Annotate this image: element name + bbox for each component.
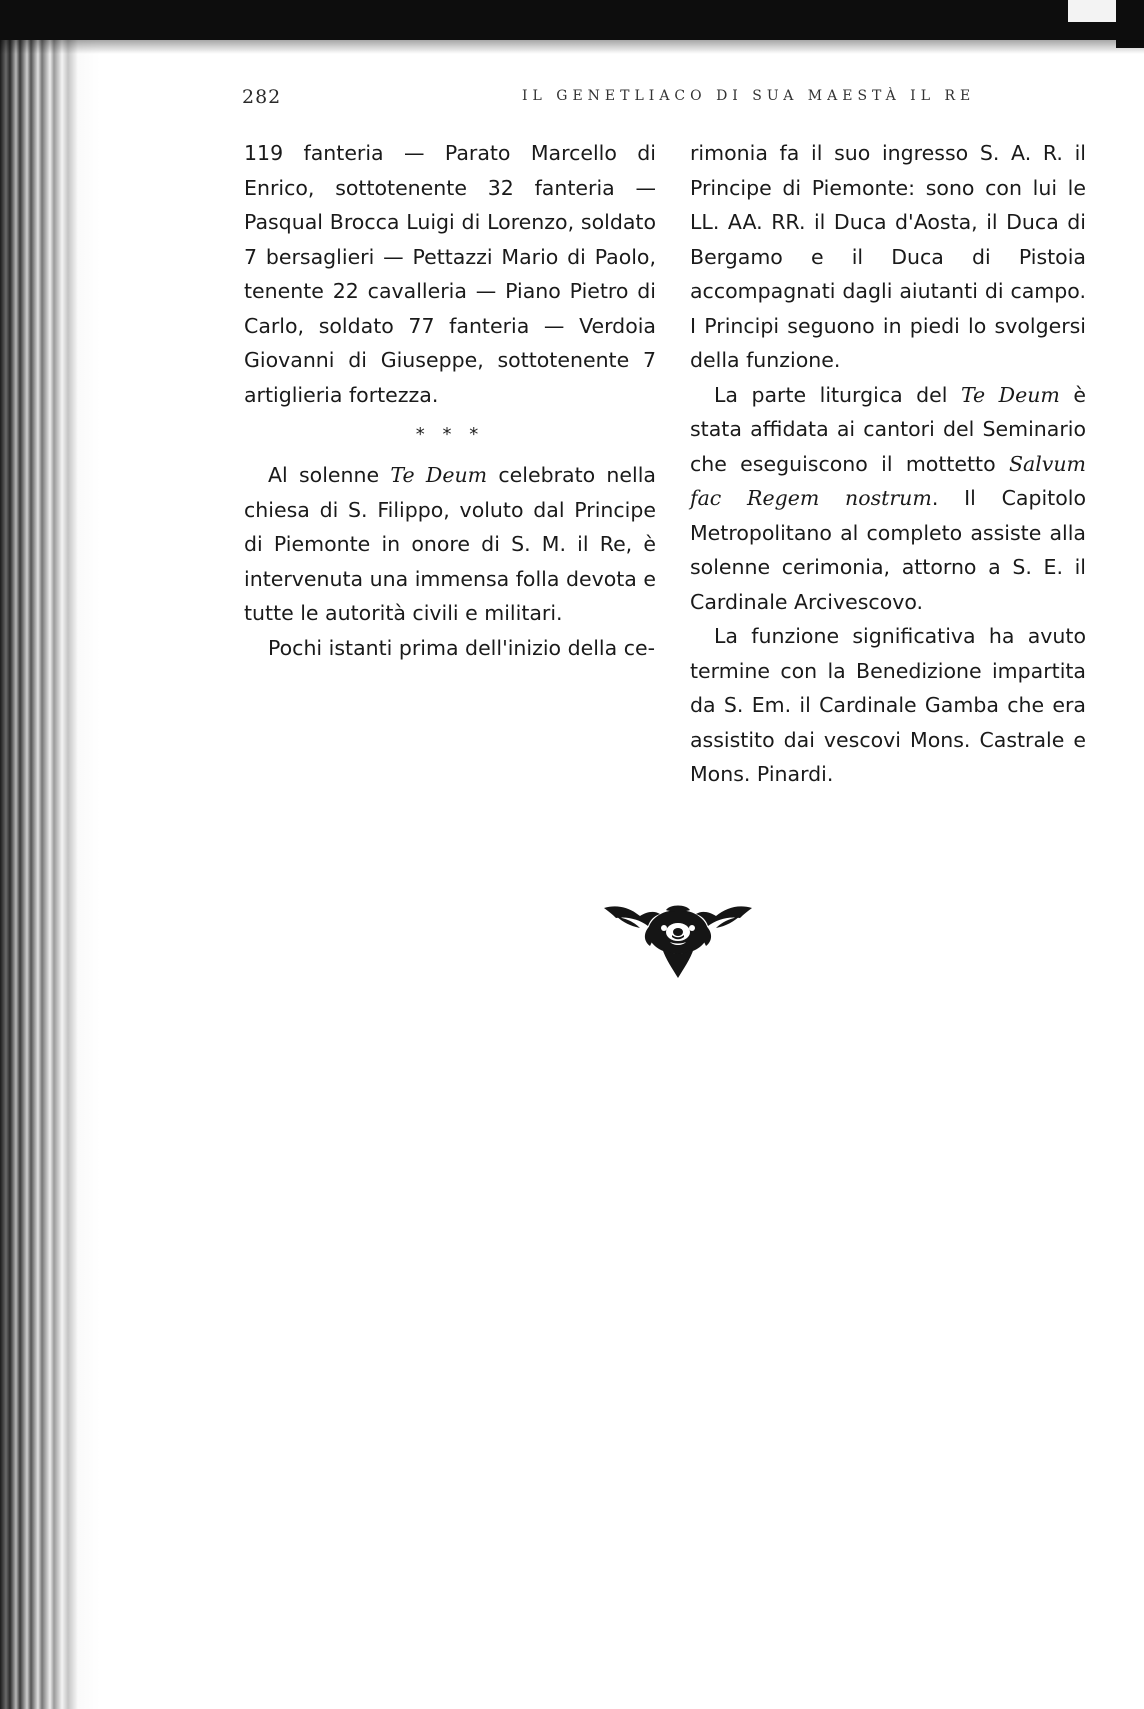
- running-title: IL GENETLIACO DI SUA MAESTÀ IL RE: [522, 88, 976, 104]
- text-run: . Il Capitolo Metropolitano al completo assiste alla solenne cerimonia, attorno a S. E. il Cardinale Arcivescovo.: [690, 486, 1086, 614]
- left-column: [244, 136, 656, 665]
- scan-top-shadow: [0, 40, 1144, 54]
- text-run: celebrato nella chiesa di S. Filippo, voluto dal Principe di Piemonte in onore di S. M. il Re, è intervenuta una immensa folla devota e tutte le autorità civili e militari.: [244, 463, 656, 625]
- italic-te-deum: Te Deum: [960, 382, 1060, 407]
- right-column: [690, 136, 1086, 792]
- running-head: [242, 86, 1088, 110]
- floral-tailpiece-icon: [600, 902, 756, 980]
- scan-top-edge: [0, 0, 1144, 40]
- italic-te-deum: Te Deum: [390, 463, 488, 487]
- page-number: 282: [242, 86, 282, 108]
- paragraph-ceremony-cont: rimonia fa il suo ingresso S. A. R. il Principe di Piemonte: sono con lui le LL. AA. RR. il Duca d'Aosta, il Duca di Bergamo e il Duca di Pistoia accompagnati dagli aiutanti di campo. I Principi seguono in piedi lo svolgersi della funzione.: [690, 141, 1086, 372]
- text-run: è stata affidata ai cantori del Seminario che eseguiscono il mottetto: [690, 382, 1086, 476]
- paragraph-conclusion: La funzione significativa ha avuto termine con la Benedizione impartita da S. Em. il Cardinale Gamba che era assistito dai vescovi Mons. Castrale e Mons. Pinardi.: [690, 624, 1086, 786]
- text-run: Al solenne: [268, 463, 391, 487]
- list-continuation: 119 fanteria — Parato Marcello di Enrico, sottotenente 32 fanteria — Pasqual Brocca Luigi di Lorenzo, soldato 7 bersaglieri — Pettazzi Mario di Paolo, tenente 22 cavalleria — Piano Pietro di Carlo, soldato 77 fanteria — Verdoia Giovanni di Giuseppe, sottotenente 7 artiglieria fortezza.: [244, 141, 656, 407]
- paragraph-ceremony-start: Pochi istanti prima dell'inizio della ce-: [268, 635, 655, 660]
- section-separator: * * *: [415, 424, 485, 445]
- book-spine-gutter: [0, 40, 100, 1709]
- italic-motet-title: Salvum fac Regem nostrum: [690, 451, 1086, 510]
- paragraph-te-deum: [244, 458, 656, 631]
- paragraph-liturgy: [690, 378, 1086, 620]
- text-run: La parte liturgica del: [714, 382, 961, 407]
